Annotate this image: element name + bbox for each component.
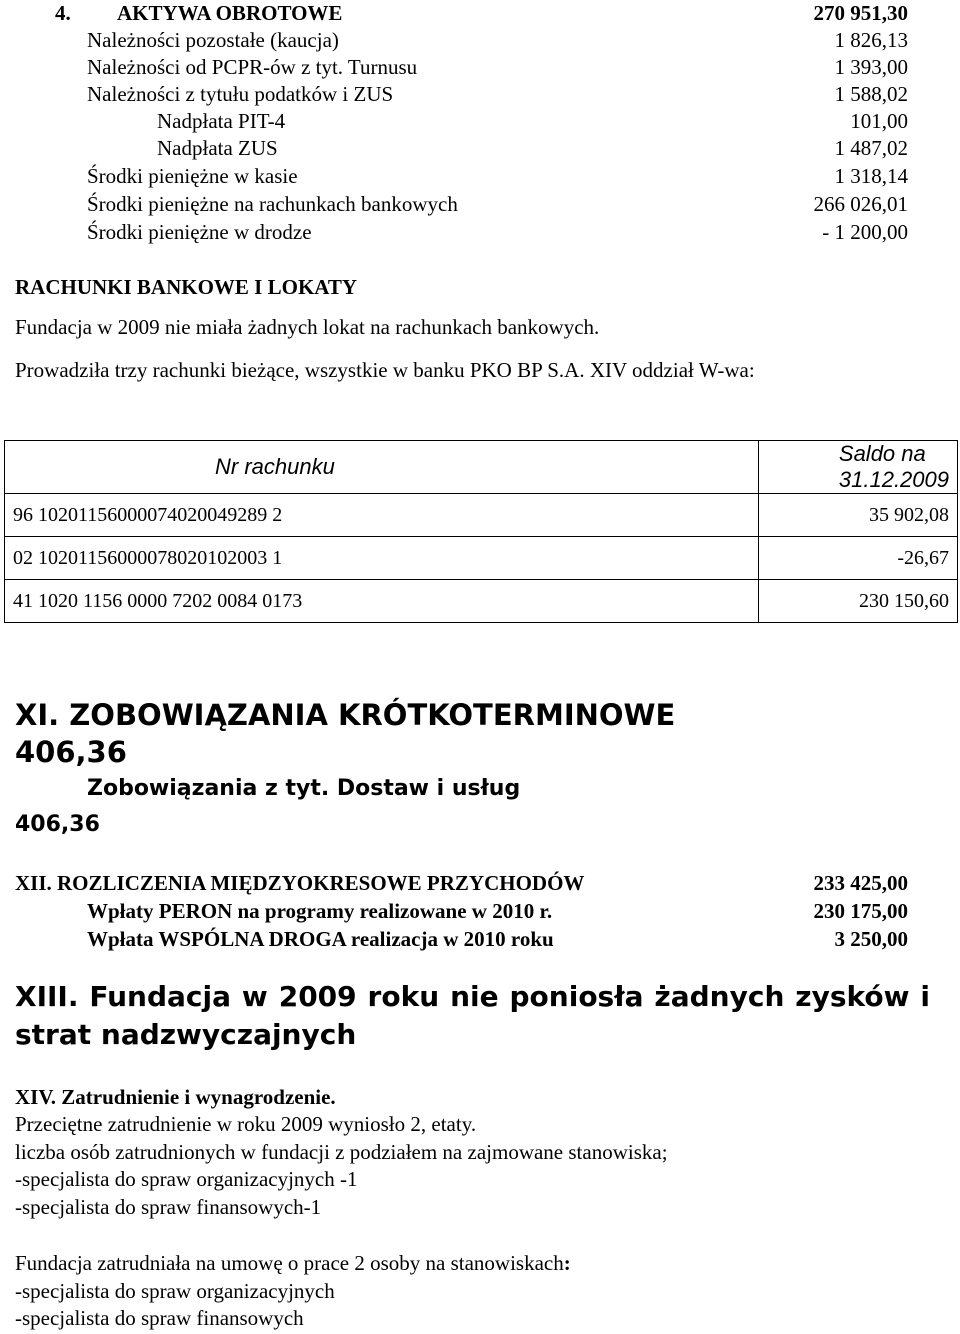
item-amount: 266 026,01 bbox=[813, 192, 908, 216]
section-12-item-label: Wpłaty PERON na programy realizowane w 2010 r. bbox=[87, 899, 553, 923]
item-amount: 1 588,02 bbox=[834, 82, 908, 106]
section-4-title: AKTYWA OBROTOWE bbox=[117, 1, 343, 25]
item-amount: 1 393,00 bbox=[834, 55, 908, 79]
section-12-total: 233 425,00 bbox=[813, 871, 908, 895]
column-header-account: Nr rachunku bbox=[5, 441, 759, 494]
section-13-line-2: strat nadzwyczajnych bbox=[15, 1018, 357, 1051]
section-11-sub-amount: 406,36 bbox=[15, 812, 100, 837]
item-label: Należności z tytułu podatków i ZUS bbox=[87, 82, 394, 106]
item-amount: 101,00 bbox=[850, 109, 908, 133]
section-4-number: 4. bbox=[55, 1, 71, 25]
section-11-sub-label: Zobowiązania z tyt. Dostaw i usług bbox=[87, 776, 521, 801]
item-label: Środki pieniężne w kasie bbox=[87, 164, 298, 188]
account-number-cell: 41 1020 1156 0000 7202 0084 0173 bbox=[5, 580, 759, 623]
section-11-title: XI. ZOBOWIĄZANIA KRÓTKOTERMINOWE bbox=[15, 698, 676, 732]
section-14-line: -specjalista do spraw organizacyjnych -1 bbox=[15, 1167, 358, 1191]
table-row bbox=[5, 537, 958, 580]
accounts-paragraph-2: Prowadziła trzy rachunki bieżące, wszystkie w banku PKO BP S.A. XIV oddział W-wa: bbox=[15, 358, 755, 382]
section-14-line: liczba osób zatrudnionych w fundacji z podziałem na zajmowane stanowiska; bbox=[15, 1140, 668, 1164]
contract-line: -specjalista do spraw organizacyjnych bbox=[15, 1279, 335, 1303]
section-12-item-amount: 3 250,00 bbox=[834, 927, 908, 951]
section-11-amount: 406,36 bbox=[15, 735, 127, 769]
balance-cell: 230 150,60 bbox=[758, 580, 957, 623]
item-amount: - 1 200,00 bbox=[822, 220, 908, 244]
table-header-row bbox=[5, 441, 958, 494]
item-label: Środki pieniężne w drodze bbox=[87, 220, 312, 244]
contract-line: -specjalista do spraw finansowych bbox=[15, 1306, 304, 1330]
contract-intro-colon: : bbox=[563, 1251, 571, 1275]
section-13-line-1: XIII. Fundacja w 2009 roku nie poniosła żadnych zysków i bbox=[15, 980, 930, 1013]
section-12-title: XII. ROZLICZENIA MIĘDZYOKRESOWE PRZYCHODÓW bbox=[15, 871, 585, 895]
item-label: Nadpłata PIT-4 bbox=[157, 109, 286, 133]
column-header-balance: Saldo na 31.12.2009 bbox=[758, 441, 957, 494]
accounts-paragraph-1: Fundacja w 2009 nie miała żadnych lokat na rachunkach bankowych. bbox=[15, 315, 600, 339]
section-14-line: -specjalista do spraw finansowych-1 bbox=[15, 1195, 322, 1219]
section-14-title: XIV. Zatrudnienie i wynagrodzenie. bbox=[15, 1085, 336, 1109]
accounts-table bbox=[4, 440, 958, 623]
account-number-cell: 96 10201156000074020049289 2 bbox=[5, 494, 759, 537]
section-14-line: Przeciętne zatrudnienie w roku 2009 wyniosło 2, etaty. bbox=[15, 1112, 477, 1136]
item-label: Należności pozostałe (kaucja) bbox=[87, 28, 339, 52]
accounts-title: RACHUNKI BANKOWE I LOKATY bbox=[15, 275, 358, 299]
contract-intro-text: Fundacja zatrudniała na umowę o prace 2 osoby na stanowiskach bbox=[15, 1251, 564, 1275]
table-row bbox=[5, 494, 958, 537]
balance-cell: 35 902,08 bbox=[758, 494, 957, 537]
section-12-item-label: Wpłata WSPÓLNA DROGA realizacja w 2010 roku bbox=[87, 927, 554, 951]
section-12-item-amount: 230 175,00 bbox=[813, 899, 908, 923]
item-amount: 1 487,02 bbox=[834, 136, 908, 160]
item-label: Nadpłata ZUS bbox=[157, 136, 278, 160]
item-amount: 1 318,14 bbox=[834, 164, 908, 188]
item-label: Należności od PCPR-ów z tyt. Turnusu bbox=[87, 55, 418, 79]
account-number-cell: 02 10201156000078020102003 1 bbox=[5, 537, 759, 580]
section-4-total: 270 951,30 bbox=[813, 1, 908, 25]
item-amount: 1 826,13 bbox=[834, 28, 908, 52]
contract-intro bbox=[15, 1250, 571, 1276]
item-label: Środki pieniężne na rachunkach bankowych bbox=[87, 192, 458, 216]
table-row bbox=[5, 580, 958, 623]
balance-cell: -26,67 bbox=[758, 537, 957, 580]
